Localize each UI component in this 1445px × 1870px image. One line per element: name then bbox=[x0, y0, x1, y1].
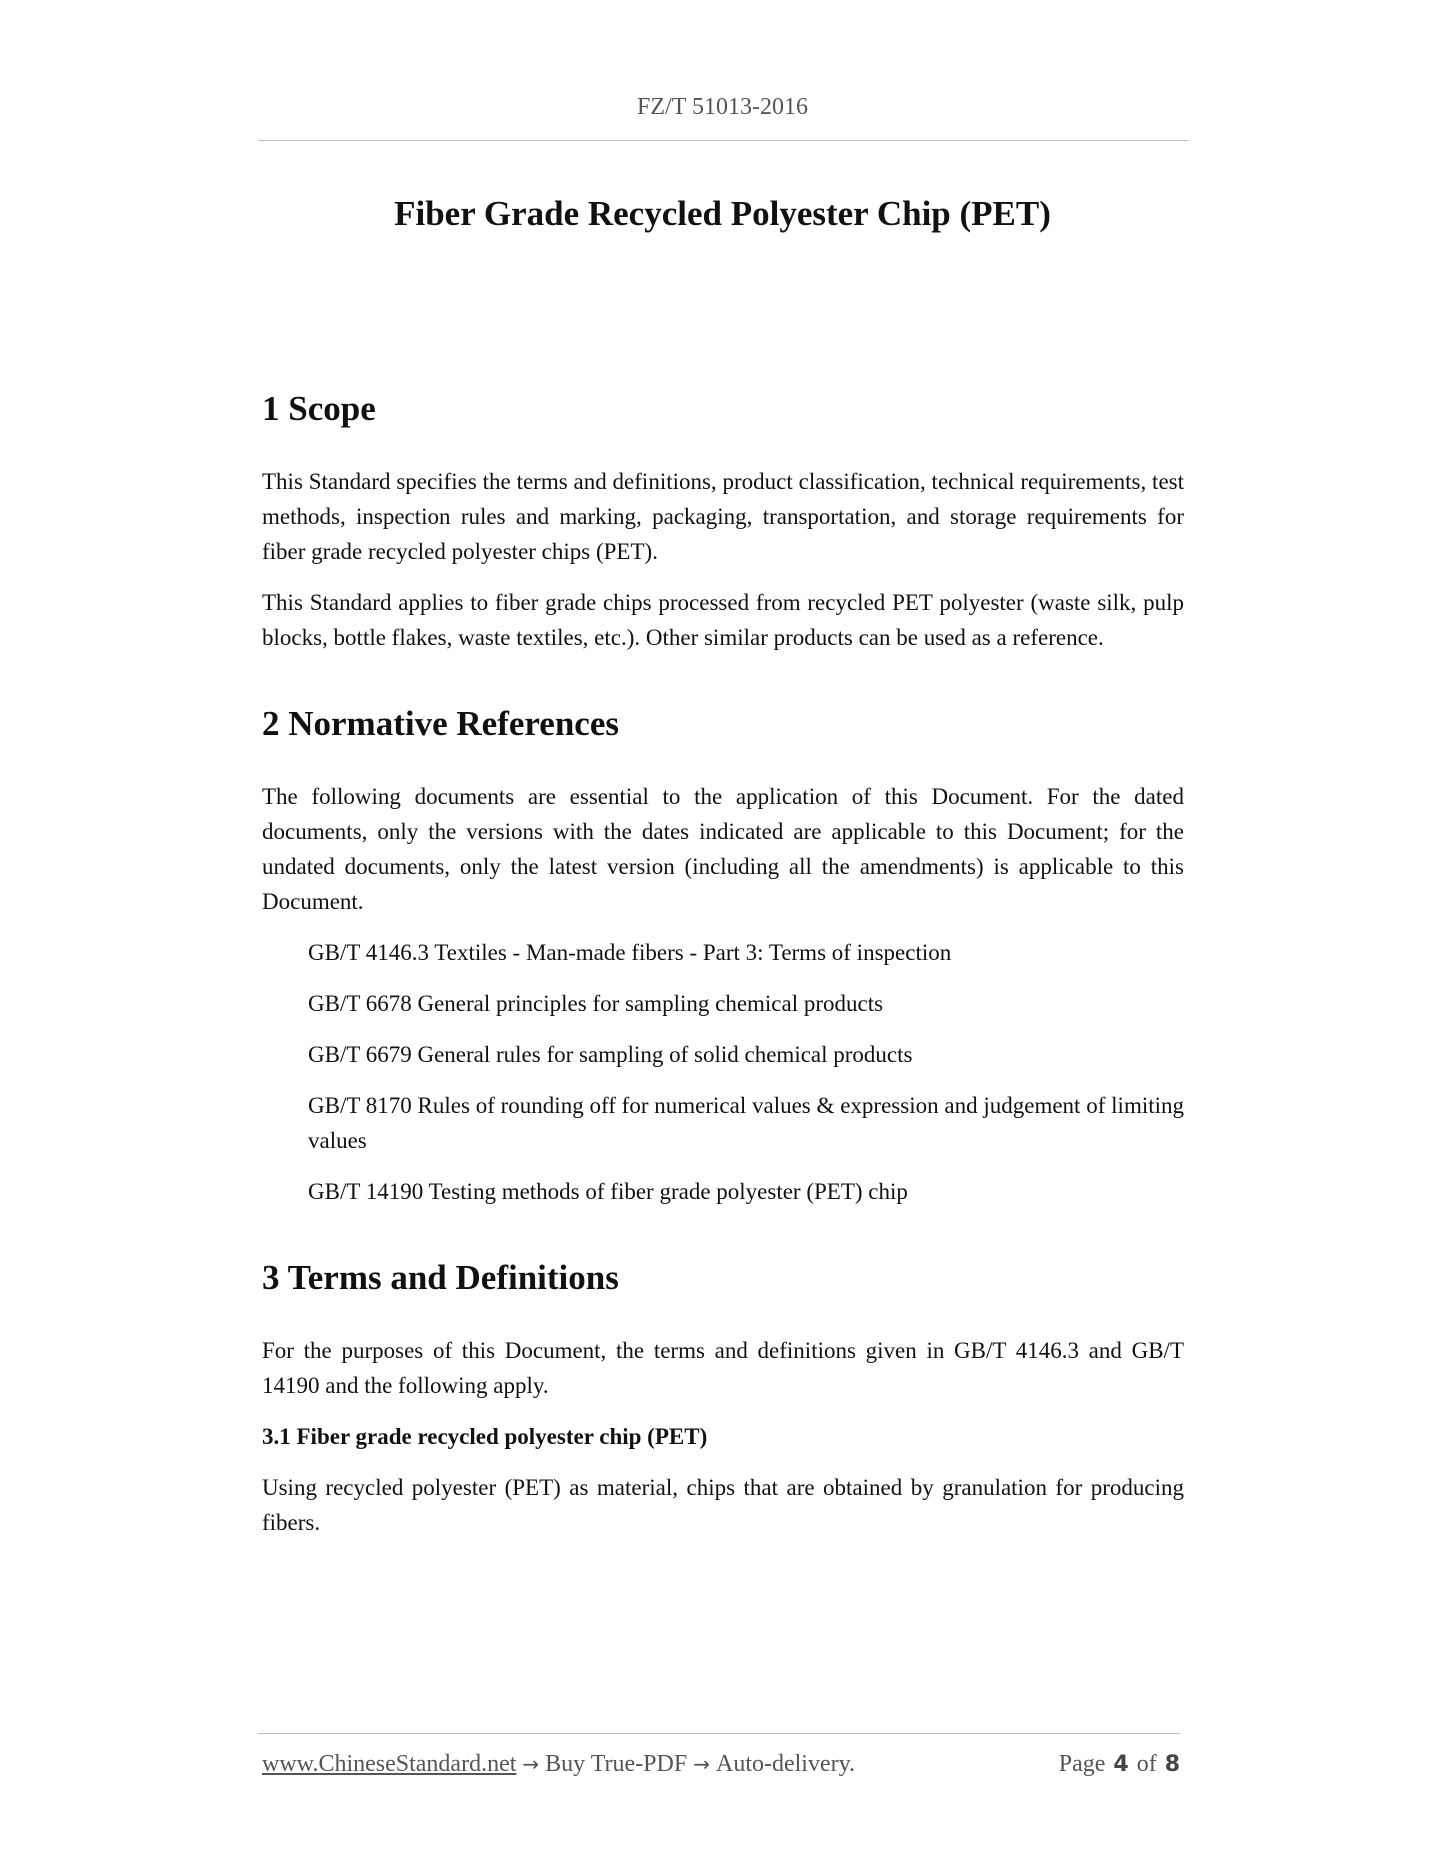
subsection-heading-3-1: 3.1 Fiber grade recycled polyester chip (PET) bbox=[262, 1424, 708, 1449]
subsection-paragraph-3-1: Using recycled polyester (PET) as material, chips that are obtained by granulation for producing fibers. bbox=[262, 1475, 1184, 1535]
page-label: Page bbox=[1058, 1751, 1106, 1777]
website-link[interactable]: www.ChineseStandard.net bbox=[262, 1751, 517, 1777]
auto-delivery-text: Auto-delivery. bbox=[715, 1751, 856, 1777]
page-total: 8 bbox=[1164, 1752, 1180, 1777]
section-heading-scope: 1 Scope bbox=[262, 389, 376, 428]
normative-paragraph: The following documents are essential to the application of this Document. For the dated documents, only the versions with the dates indicated are applicable to this Document; for the undated documents, only the latest version (including all the amendments) is applicable to this Document. bbox=[262, 784, 1184, 914]
page-current: 4 bbox=[1113, 1752, 1129, 1777]
document-title: Fiber Grade Recycled Polyester Chip (PET) bbox=[394, 194, 1051, 233]
header-divider bbox=[258, 140, 1188, 141]
reference-item: GB/T 6678 General principles for sampling chemical products bbox=[308, 991, 884, 1016]
document-body bbox=[262, 383, 1184, 1540]
arrow-right-icon: → bbox=[693, 1752, 710, 1776]
section-heading-terms: 3 Terms and Definitions bbox=[262, 1258, 619, 1297]
header-code: FZ/T 51013-2016 bbox=[637, 94, 808, 120]
reference-item: GB/T 8170 Rules of rounding off for numerical values & expression and judgement of limiting values bbox=[308, 1093, 1184, 1153]
scope-paragraph-2: This Standard applies to fiber grade chips processed from recycled PET polyester (waste silk, pulp blocks, bottle flakes, waste textiles, etc.). Other similar products can be used as a reference. bbox=[262, 590, 1184, 650]
footer-divider bbox=[258, 1733, 1180, 1734]
footer-left bbox=[262, 1751, 855, 1778]
section-heading-normative-references: 2 Normative References bbox=[262, 704, 619, 743]
reference-item: GB/T 14190 Testing methods of fiber grade polyester (PET) chip bbox=[308, 1179, 908, 1204]
scope-paragraph-1: This Standard specifies the terms and definitions, product classification, technical requirements, test methods, inspection rules and marking, packaging, transportation, and storage requirements for fiber grade recycled polyester chips (PET). bbox=[262, 469, 1184, 564]
terms-paragraph: For the purposes of this Document, the terms and definitions given in GB/T 4146.3 and GB/T 14190 and the following apply. bbox=[262, 1338, 1184, 1398]
page-indicator bbox=[1059, 1751, 1180, 1778]
reference-list bbox=[262, 935, 1184, 1209]
reference-item: GB/T 6679 General rules for sampling of solid chemical products bbox=[308, 1042, 913, 1067]
reference-item: GB/T 4146.3 Textiles - Man-made fibers - Part 3: Terms of inspection bbox=[308, 940, 952, 965]
buy-pdf-text: Buy True-PDF bbox=[545, 1751, 688, 1777]
footer bbox=[262, 1751, 1180, 1778]
arrow-right-icon: → bbox=[522, 1752, 540, 1776]
of-label: of bbox=[1136, 1751, 1157, 1777]
